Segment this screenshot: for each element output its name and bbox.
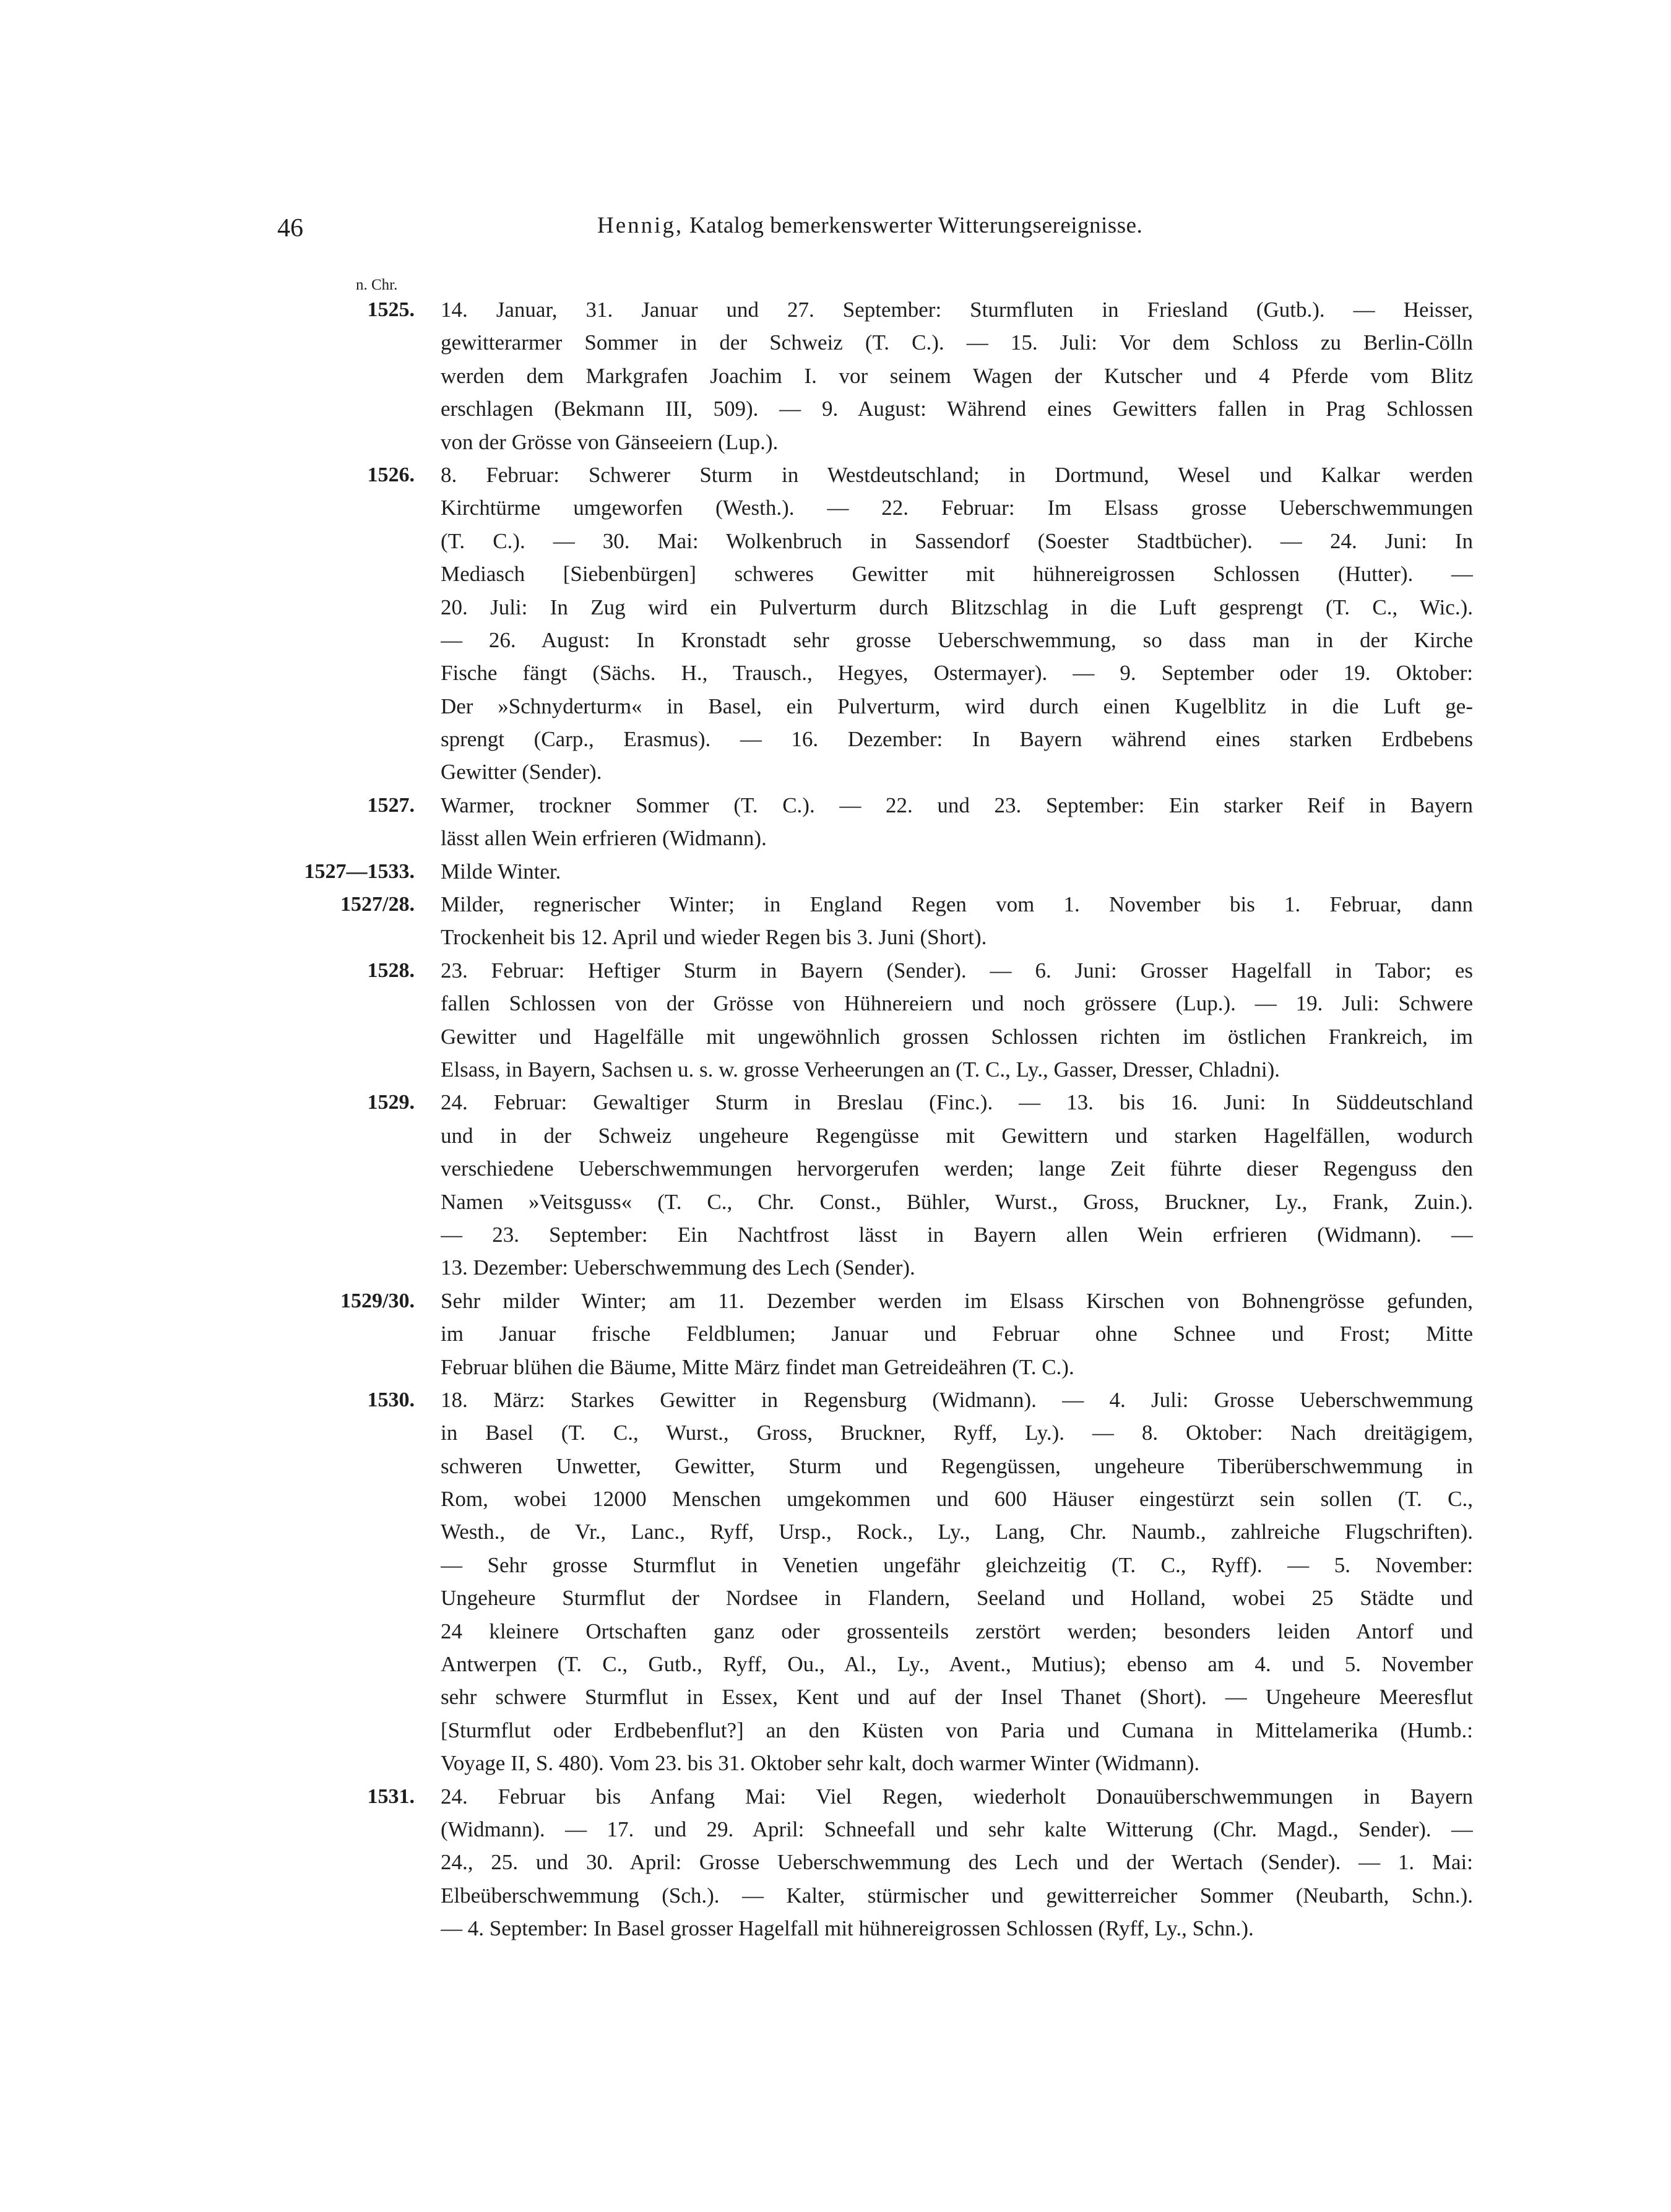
entry-line: Sehr milder Winter; am 11. Dezember werden im Elsass Kirschen von Bohnengrösse gefunden,	[441, 1288, 1473, 1313]
entry-text	[441, 1285, 1473, 1384]
entry-line: Der »Schnyderturm« in Basel, ein Pulverturm, wird durch einen Kugelblitz in die Luft ge-	[441, 694, 1473, 718]
entry-year: 1529/30.	[340, 1289, 415, 1312]
entry-line: 24. Februar: Gewaltiger Sturm in Breslau (Finc.). — 13. bis 16. Juni: In Süddeutschland	[441, 1090, 1473, 1115]
entry-line: Elsass, in Bayern, Sachsen u. s. w. grosse Verheerungen an (T. C., Ly., Gasser, Dresser, Chladni).	[441, 1057, 1280, 1082]
entry-year: 1530.	[367, 1388, 415, 1411]
catalog-entry	[260, 855, 1473, 888]
entry-line: (Widmann). — 17. und 29. April: Schneefall und sehr kalte Witterung (Chr. Magd., Sender). —	[441, 1817, 1473, 1841]
entry-line: Warmer, trockner Sommer (T. C.). — 22. und 23. September: Ein starker Reif in Bayern	[441, 793, 1473, 817]
entry-line: (T. C.). — 30. Mai: Wolkenbruch in Sassendorf (Soester Stadtbücher). — 24. Juni: In	[441, 528, 1473, 553]
entry-line: Februar blühen die Bäume, Mitte März findet man Getreideähren (T. C.).	[441, 1354, 1074, 1379]
entry-text	[441, 1780, 1473, 1945]
era-label: n. Chr.	[356, 277, 398, 293]
entry-line: verschiedene Ueberschwemmungen hervorgerufen werden; lange Zeit führte dieser Regenguss den	[441, 1156, 1473, 1181]
entry-line: Rom, wobei 12000 Menschen umgekommen und 600 Häuser eingestürzt sein sollen (T. C.,	[441, 1487, 1473, 1512]
entry-line: Fische fängt (Sächs. H., Trausch., Hegyes, Ostermayer). — 9. September oder 19. Oktober:	[441, 661, 1473, 686]
entry-line: Milder, regnerischer Winter; in England Regen vom 1. November bis 1. Februar, dann	[441, 892, 1473, 917]
entry-line: Antwerpen (T. C., Gutb., Ryff, Ou., Al., Ly., Avent., Mutius); ebenso am 4. und 5. November	[441, 1652, 1473, 1677]
entry-line: lässt allen Wein erfrieren (Widmann).	[441, 826, 767, 851]
entry-line: Namen »Veitsguss« (T. C., Chr. Const., Bühler, Wurst., Gross, Bruckner, Ly., Frank, Zuin.).	[441, 1189, 1473, 1214]
catalog-entry	[260, 888, 1473, 954]
entry-line: gewitterarmer Sommer in der Schweiz (T. C.). — 15. Juli: Vor dem Schloss zu Berlin-Cölln	[441, 330, 1473, 355]
entry-line: fallen Schlossen von der Grösse von Hühnereiern und noch grössere (Lup.). — 19. Juli: Schwere	[441, 991, 1473, 1016]
entry-line: Kirchtürme umgeworfen (Westh.). — 22. Februar: Im Elsass grosse Ueberschwemmungen	[441, 496, 1473, 520]
entry-line: sehr schwere Sturmflut in Essex, Kent und auf der Insel Thanet (Short). — Ungeheure Meeresflut	[441, 1685, 1473, 1710]
catalog-entry	[260, 458, 1473, 789]
entry-line: Gewitter (Sender).	[441, 760, 602, 785]
entry-line: im Januar frische Feldblumen; Januar und Februar ohne Schnee und Frost; Mitte	[441, 1322, 1473, 1346]
entry-text	[441, 888, 1473, 954]
entry-year: 1527.	[367, 793, 415, 817]
entry-line: 20. Juli: In Zug wird ein Pulverturm durch Blitzschlag in die Luft gesprengt (T. C., Wic.).	[441, 595, 1473, 619]
entry-text	[441, 954, 1473, 1087]
entry-line: — 4. September: In Basel grosser Hagelfall mit hühnereigrossen Schlossen (Ryff, Ly., Schn.).	[441, 1916, 1254, 1941]
entry-year: 1529.	[367, 1091, 415, 1114]
entry-line: sprengt (Carp., Erasmus). — 16. Dezember: In Bayern während eines starken Erdbebens	[441, 727, 1473, 752]
entry-text	[441, 458, 1473, 789]
entry-line: — Sehr grosse Sturmflut in Venetien ungefähr gleichzeitig (T. C., Ryff). — 5. November:	[441, 1552, 1473, 1577]
entry-text	[441, 1086, 1473, 1284]
entry-line: Trockenheit bis 12. April und wieder Regen bis 3. Juni (Short).	[441, 925, 987, 950]
entry-text	[441, 293, 1473, 458]
entry-line: Voyage II, S. 480). Vom 23. bis 31. Oktober sehr kalt, doch warmer Winter (Widmann).	[441, 1751, 1200, 1776]
catalog-entries	[260, 293, 1473, 1945]
catalog-entry	[260, 954, 1473, 1087]
entry-line: und in der Schweiz ungeheure Regengüsse mit Gewittern und starken Hagelfällen, wodurch	[441, 1123, 1473, 1148]
entry-line: — 26. August: In Kronstadt sehr grosse Ueberschwemmung, so dass man in der Kirche	[441, 627, 1473, 652]
entry-line: in Basel (T. C., Wurst., Gross, Bruckner, Ryff, Ly.). — 8. Oktober: Nach dreitägigem,	[441, 1421, 1473, 1445]
entry-year: 1531.	[367, 1784, 415, 1808]
entry-line: 14. Januar, 31. Januar und 27. September: Sturmfluten in Friesland (Gutb.). — Heisser,	[441, 298, 1473, 322]
entry-text	[441, 855, 1473, 888]
entry-year: 1526.	[367, 463, 415, 486]
entry-year: 1527/28.	[340, 893, 415, 916]
entry-line: Gewitter und Hagelfälle mit ungewöhnlich grossen Schlossen richten im östlichen Frankreich, im	[441, 1024, 1473, 1049]
entry-year: 1527—1533.	[304, 859, 415, 883]
catalog-entry	[260, 1384, 1473, 1780]
page-number: 46	[277, 214, 303, 243]
entry-line: schweren Unwetter, Gewitter, Sturm und Regengüssen, ungeheure Tiberüberschwemmung in	[441, 1453, 1473, 1478]
entry-year: 1525.	[367, 298, 415, 321]
entry-line: 18. März: Starkes Gewitter in Regensburg (Widmann). — 4. Juli: Grosse Ueberschwemmung	[441, 1387, 1473, 1412]
entry-line: [Sturmflut oder Erdbebenflut?] an den Küsten von Paria und Cumana in Mittelamerika (Humb.:	[441, 1718, 1473, 1742]
entry-line: Ungeheure Sturmflut der Nordsee in Flandern, Seeland und Holland, wobei 25 Städte und	[441, 1586, 1473, 1611]
catalog-entry	[260, 1780, 1473, 1945]
catalog-entry	[260, 293, 1473, 458]
catalog-entry	[260, 1086, 1473, 1284]
entry-line: Mediasch [Siebenbürgen] schweres Gewitter mit hühnereigrossen Schlossen (Hutter). —	[441, 562, 1473, 587]
entry-line: Westh., de Vr., Lanc., Ryff, Ursp., Rock., Ly., Lang, Chr. Naumb., zahlreiche Flugschriften).	[441, 1520, 1473, 1544]
running-head	[597, 210, 1142, 241]
entry-line: 24. Februar bis Anfang Mai: Viel Regen, wiederholt Donauüberschwemmungen in Bayern	[441, 1784, 1473, 1809]
entry-line: 8. Februar: Schwerer Sturm in Westdeutschland; in Dortmund, Wesel und Kalkar werden	[441, 462, 1473, 487]
running-head-title: Katalog bemerkenswerter Witterungsereignisse.	[689, 213, 1143, 238]
entry-line: erschlagen (Bekmann III, 509). — 9. August: Während eines Gewitters fallen in Prag Schlossen	[441, 397, 1473, 421]
entry-line: 24 kleinere Ortschaften ganz oder grossenteils zerstört werden; besonders leiden Antorf und	[441, 1619, 1473, 1643]
entry-line: Milde Winter.	[441, 859, 561, 884]
entry-text	[441, 1384, 1473, 1780]
entry-year: 1528.	[367, 958, 415, 982]
entry-line: 24., 25. und 30. April: Grosse Ueberschwemmung des Lech und der Wertach (Sender). — 1. Mai:	[441, 1850, 1473, 1875]
entry-line: 13. Dezember: Ueberschwemmung des Lech (Sender).	[441, 1255, 915, 1280]
running-head-author: Hennig,	[597, 213, 684, 238]
catalog-entry	[260, 789, 1473, 855]
entry-text	[441, 789, 1473, 855]
entry-line: von der Grösse von Gänseeiern (Lup.).	[441, 429, 779, 454]
entry-line: — 23. September: Ein Nachtfrost lässt in Bayern allen Wein erfrieren (Widmann). —	[441, 1222, 1473, 1247]
entry-line: 23. Februar: Heftiger Sturm in Bayern (Sender). — 6. Juni: Grosser Hagelfall in Tabor; es	[441, 958, 1473, 983]
entry-line: Elbeüberschwemmung (Sch.). — Kalter, stürmischer und gewitterreicher Sommer (Neubarth, Schn.).	[441, 1883, 1473, 1908]
catalog-entry	[260, 1285, 1473, 1384]
entry-line: werden dem Markgrafen Joachim I. vor seinem Wagen der Kutscher und 4 Pferde vom Blitz	[441, 363, 1473, 388]
